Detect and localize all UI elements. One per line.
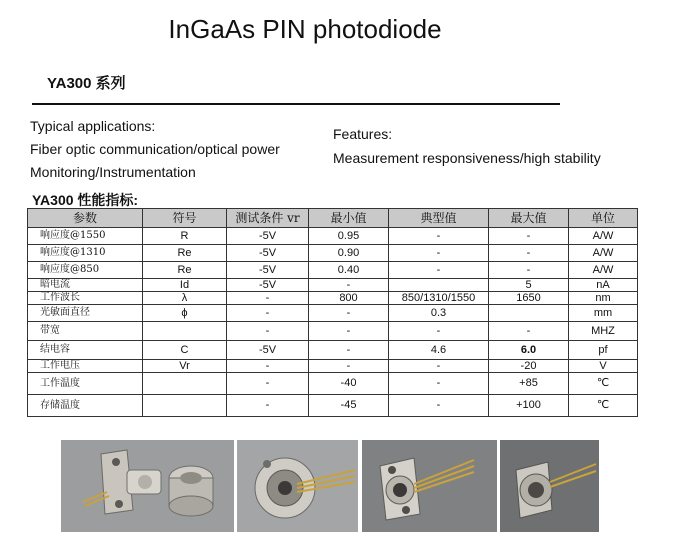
table-cell: - (389, 228, 489, 245)
table-cell: A/W (569, 245, 638, 262)
table-cell: ϕ (143, 305, 227, 322)
table-cell: - (227, 322, 309, 341)
features-line-1: Measurement responsiveness/high stability (333, 150, 601, 166)
table-cell: 工作温度 (28, 373, 143, 395)
table-cell: A/W (569, 262, 638, 279)
table-cell: A/W (569, 228, 638, 245)
table-cell: λ (143, 292, 227, 305)
table-cell: 0.90 (309, 245, 389, 262)
table-cell: 响应度@1550 (28, 228, 143, 245)
table-cell: - (309, 279, 389, 292)
table-header-row (28, 209, 638, 228)
table-cell: 0.95 (309, 228, 389, 245)
table-row (28, 305, 638, 322)
table-cell: +100 (489, 395, 569, 417)
table-cell: 0.40 (309, 262, 389, 279)
table-cell: 响应度@850 (28, 262, 143, 279)
header-cell: 最小值 (309, 209, 389, 228)
table-cell: - (309, 360, 389, 373)
table-cell: V (569, 360, 638, 373)
spec-table (27, 208, 638, 417)
photodiode-photo-3 (362, 440, 497, 532)
table-cell: Vr (143, 360, 227, 373)
table-cell: 工作波长 (28, 292, 143, 305)
photodiode-flange-and-cap-icon (61, 440, 234, 532)
table-cell: -20 (489, 360, 569, 373)
table-cell: - (489, 228, 569, 245)
photodiode-photo-2 (237, 440, 358, 532)
table-row (28, 373, 638, 395)
applications-line-2: Monitoring/Instrumentation (30, 164, 196, 180)
table-cell: 光敏面直径 (28, 305, 143, 322)
photodiode-photo-4 (500, 440, 599, 532)
table-cell: ℃ (569, 373, 638, 395)
table-cell: nm (569, 292, 638, 305)
table-cell: 800 (309, 292, 389, 305)
table-cell: - (309, 305, 389, 322)
table-cell: 0.3 (389, 305, 489, 322)
series-heading: YA300 系列 (47, 75, 126, 92)
photodiode-connector-icon (500, 440, 599, 532)
table-cell: - (309, 322, 389, 341)
table-cell: -5V (227, 245, 309, 262)
table-cell: +85 (489, 373, 569, 395)
table-cell (143, 395, 227, 417)
table-cell: - (389, 395, 489, 417)
table-cell: - (227, 395, 309, 417)
table-cell: - (489, 262, 569, 279)
table-row (28, 360, 638, 373)
table-cell: 5 (489, 279, 569, 292)
table-cell: - (389, 360, 489, 373)
table-cell: 850/1310/1550 (389, 292, 489, 305)
table-cell: ℃ (569, 395, 638, 417)
table-cell: mm (569, 305, 638, 322)
header-cell: 测试条件 vr (227, 209, 309, 228)
table-row (28, 245, 638, 262)
table-cell: - (227, 305, 309, 322)
table-row (28, 292, 638, 305)
header-cell: 典型值 (389, 209, 489, 228)
header-cell: 单位 (569, 209, 638, 228)
photodiode-front-view-icon (237, 440, 358, 532)
table-cell: Re (143, 245, 227, 262)
table-cell (143, 322, 227, 341)
table-cell: 6.0 (489, 341, 569, 360)
table-cell: - (227, 360, 309, 373)
table-cell: 结电容 (28, 341, 143, 360)
table-cell: C (143, 341, 227, 360)
table-cell: - (389, 373, 489, 395)
table-cell: -5V (227, 279, 309, 292)
table-cell: -5V (227, 341, 309, 360)
table-cell: -5V (227, 228, 309, 245)
table-cell: -5V (227, 262, 309, 279)
features-heading: Features: (333, 126, 393, 142)
table-cell: - (227, 292, 309, 305)
spec-heading: YA300 性能指标: (32, 192, 139, 208)
page-title: InGaAs PIN photodiode (168, 14, 442, 44)
table-cell: 暗电流 (28, 279, 143, 292)
table-row (28, 322, 638, 341)
table-cell: -40 (309, 373, 389, 395)
table-row (28, 279, 638, 292)
table-cell: - (309, 341, 389, 360)
table-cell: - (389, 245, 489, 262)
table-cell: - (389, 262, 489, 279)
table-cell: nA (569, 279, 638, 292)
header-cell: 符号 (143, 209, 227, 228)
table-row (28, 262, 638, 279)
table-cell: MHZ (569, 322, 638, 341)
photodiode-assembled-icon (362, 440, 497, 532)
table-cell (389, 279, 489, 292)
table-cell (143, 373, 227, 395)
table-cell: 1650 (489, 292, 569, 305)
photodiode-photo-1 (61, 440, 234, 532)
divider (32, 103, 560, 105)
table-row (28, 395, 638, 417)
table-cell: - (389, 322, 489, 341)
table-cell: 工作电压 (28, 360, 143, 373)
table-cell: 响应度@1310 (28, 245, 143, 262)
table-cell: 4.6 (389, 341, 489, 360)
table-cell: - (227, 373, 309, 395)
applications-heading: Typical applications: (30, 118, 156, 134)
table-cell: -45 (309, 395, 389, 417)
table-row (28, 341, 638, 360)
header-cell: 最大值 (489, 209, 569, 228)
table-cell: Re (143, 262, 227, 279)
table-cell: R (143, 228, 227, 245)
table-cell: 存储温度 (28, 395, 143, 417)
table-cell: 带宽 (28, 322, 143, 341)
table-cell (489, 305, 569, 322)
table-row (28, 228, 638, 245)
table-cell: pf (569, 341, 638, 360)
applications-line-1: Fiber optic communication/optical power (30, 141, 280, 157)
table-cell: Id (143, 279, 227, 292)
table-cell: - (489, 245, 569, 262)
table-cell: - (489, 322, 569, 341)
header-cell: 参数 (28, 209, 143, 228)
